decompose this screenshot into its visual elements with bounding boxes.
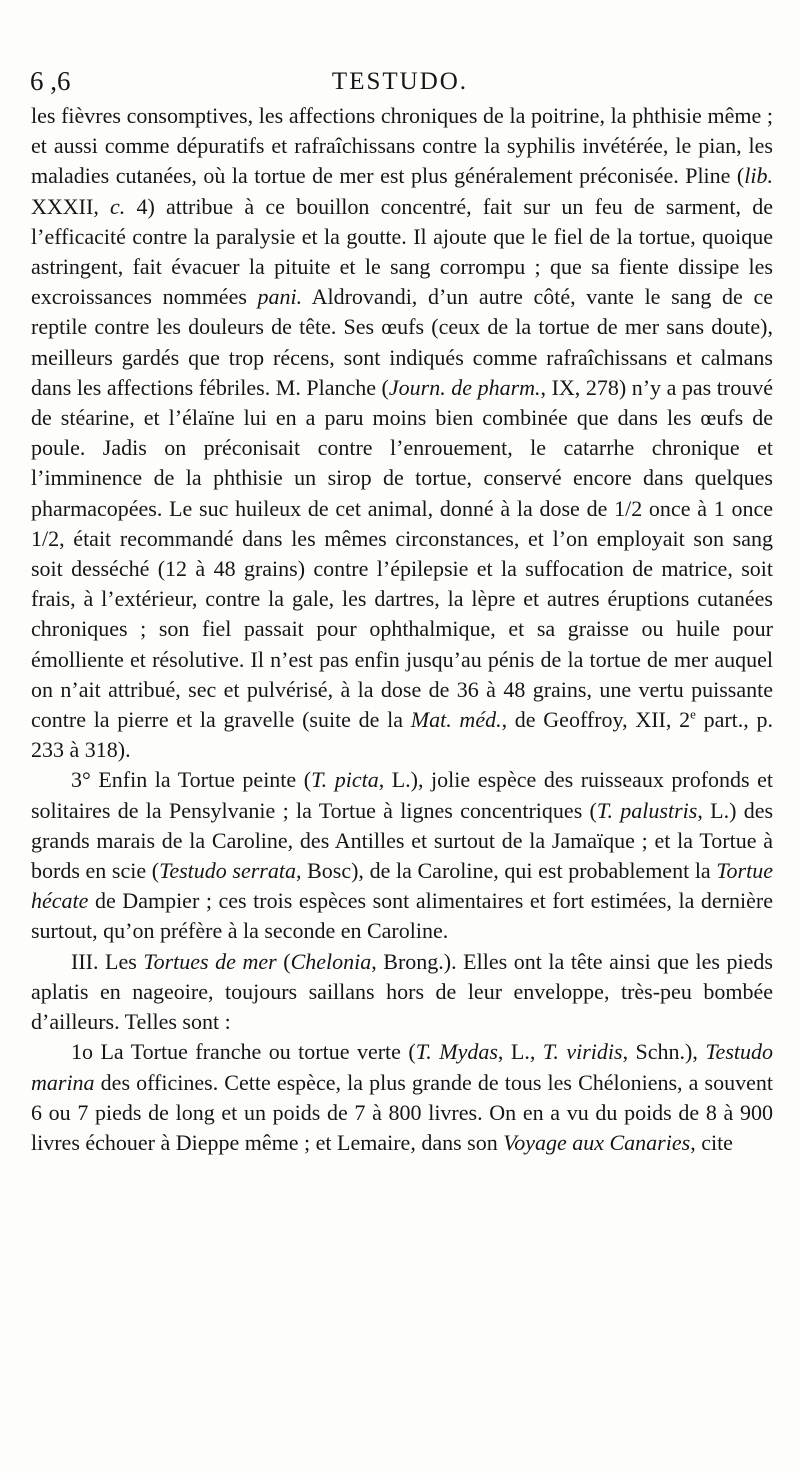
body-text: [31, 101, 773, 1158]
text-run: , Bosc), de la Caroline, qui est probablement la: [295, 858, 717, 884]
italic-text: c.: [110, 193, 126, 219]
text-run: III. Les: [71, 948, 144, 974]
text-run: des officines. Cette espèce, la plus grande de tous les Chéloniens, a souvent 6 ou 7 pieds de long et un poids de 7 à 800 livres. On en a vu du poids de 8 à 900 livres échouer à Dieppe même ; et Lemaire, dans son: [31, 1069, 773, 1155]
italic-text: Voyage aux Canaries: [503, 1129, 691, 1155]
text-run: XXXII,: [31, 193, 111, 219]
text-run: , L.), jolie espèce des ruisseaux profonds et solitaires de la Pensylvanie ; la Tortue à lignes concentriques (: [31, 767, 774, 823]
page-number: 6 ,6: [30, 66, 71, 96]
italic-text: Testudo serrata: [159, 858, 296, 884]
italic-text: lib.: [744, 163, 773, 189]
italic-text: Testudo marina: [31, 1039, 773, 1095]
italic-text: T. picta: [311, 767, 379, 793]
text-run: part., p. 233 à 318).: [31, 707, 774, 763]
superscript: e: [690, 706, 696, 722]
italic-text: Mat. méd.: [410, 707, 502, 733]
text-run: , cite: [690, 1129, 733, 1155]
text-run: , Brong.). Elles ont la tête ainsi que les pieds aplatis en nageoire, toujours saillans hors de leur enveloppe, très-peu bombée d’ailleurs. Telles sont :: [31, 948, 773, 1035]
italic-text: T. Mydas: [415, 1039, 498, 1065]
text-run: 1o La Tortue franche ou tortue verte (: [71, 1039, 416, 1065]
paragraph-p3: [31, 947, 773, 1038]
italic-text: Chelonia: [290, 948, 372, 974]
paragraph-p2: [31, 765, 773, 946]
text-run: , L.) des grands marais de la Caroline, des Antilles et surtout de la Jamaïque ; et la Tortue à bords en scie (: [31, 797, 774, 884]
italic-text: Tortue hécate: [31, 858, 773, 914]
italic-text: Journ. de pharm.: [388, 374, 541, 400]
text-run: , de Geoffroy, XII, 2: [501, 707, 691, 733]
text-run: 4) attribue à ce bouillon concentré, fait sur un feu de sarment, de l’efficacité contre la paralysie et la goutte. Il ajoute que le fiel de la tortue, quoique astringent, fait évacuer la pituite et le sang corrompu ; que sa fiente dissipe les excroissances nommées: [31, 193, 773, 310]
text-run: de Dampier ; ces trois espèces sont alimentaires et fort estimées, la dernière surtout, qu’on préfère à la seconde en Caroline.: [31, 888, 773, 944]
text-run: les fièvres consomptives, les affections chroniques de la poitrine, la phthisie même ; et aussi comme dépuratifs et rafraîchissans contre la syphilis invétérée, le pian, les maladies cutanées, où la tortue de mer est plus généralement préconisée. Pline (: [31, 103, 773, 189]
text-run: 3° Enfin la Tortue peinte (: [71, 767, 312, 793]
paragraph-p4: [31, 1037, 773, 1158]
paragraph-p1: [31, 101, 773, 765]
italic-text: T. palustris: [596, 797, 698, 823]
text-run: , L.,: [497, 1039, 543, 1065]
italic-text: pani.: [257, 284, 303, 310]
italic-text: T. viridis: [542, 1039, 623, 1065]
running-head: [30, 66, 770, 100]
text-run: Aldrovandi, d’un autre côté, vante le sang de ce reptile contre les douleurs de tête. Ses œufs (ceux de la tortue de mer sans doute), meilleurs gardés que trop récens, sont indiqués comme rafraîchissans et calmans dans les affections fébriles. M. Planche (: [31, 284, 773, 400]
italic-text: Tortues de mer: [143, 948, 277, 974]
page-title: TESTUDO.: [331, 68, 469, 95]
text-run: , IX, 278) n’y a pas trouvé de stéarine, et l’élaïne lui en a paru moins bien combinée que dans les œufs de poule. Jadis on préconisait contre l’enrouement, le catarrhe chronique et l’imminence de la phthisie un sirop de tortue, conservé encore dans quelques pharmacopées. Le suc huileux de cet animal, donné à la dose de 1/2 once à 1 once 1/2, était recommandé dans les mêmes circonstances, et l’on employait son sang soit desséché (12 à 48 grains) contre l’épilepsie et la suffocation de matrice, soit frais, à l’extérieur, contre la gale, les dartres, la lèpre et autres éruptions cutanées chroniques ; son fiel passait pour ophthalmique, et sa graisse ou huile pour émolliente et résolutive. Il n’est pas enfin jusqu’au pénis de la tortue de mer auquel on n’ait attribué, sec et pulvérisé, à la dose de 36 à 48 grains, une vertu puissante contre la pierre et la gravelle (suite de la: [31, 374, 773, 733]
text-run: (: [276, 948, 291, 974]
text-run: , Schn.),: [622, 1039, 706, 1065]
